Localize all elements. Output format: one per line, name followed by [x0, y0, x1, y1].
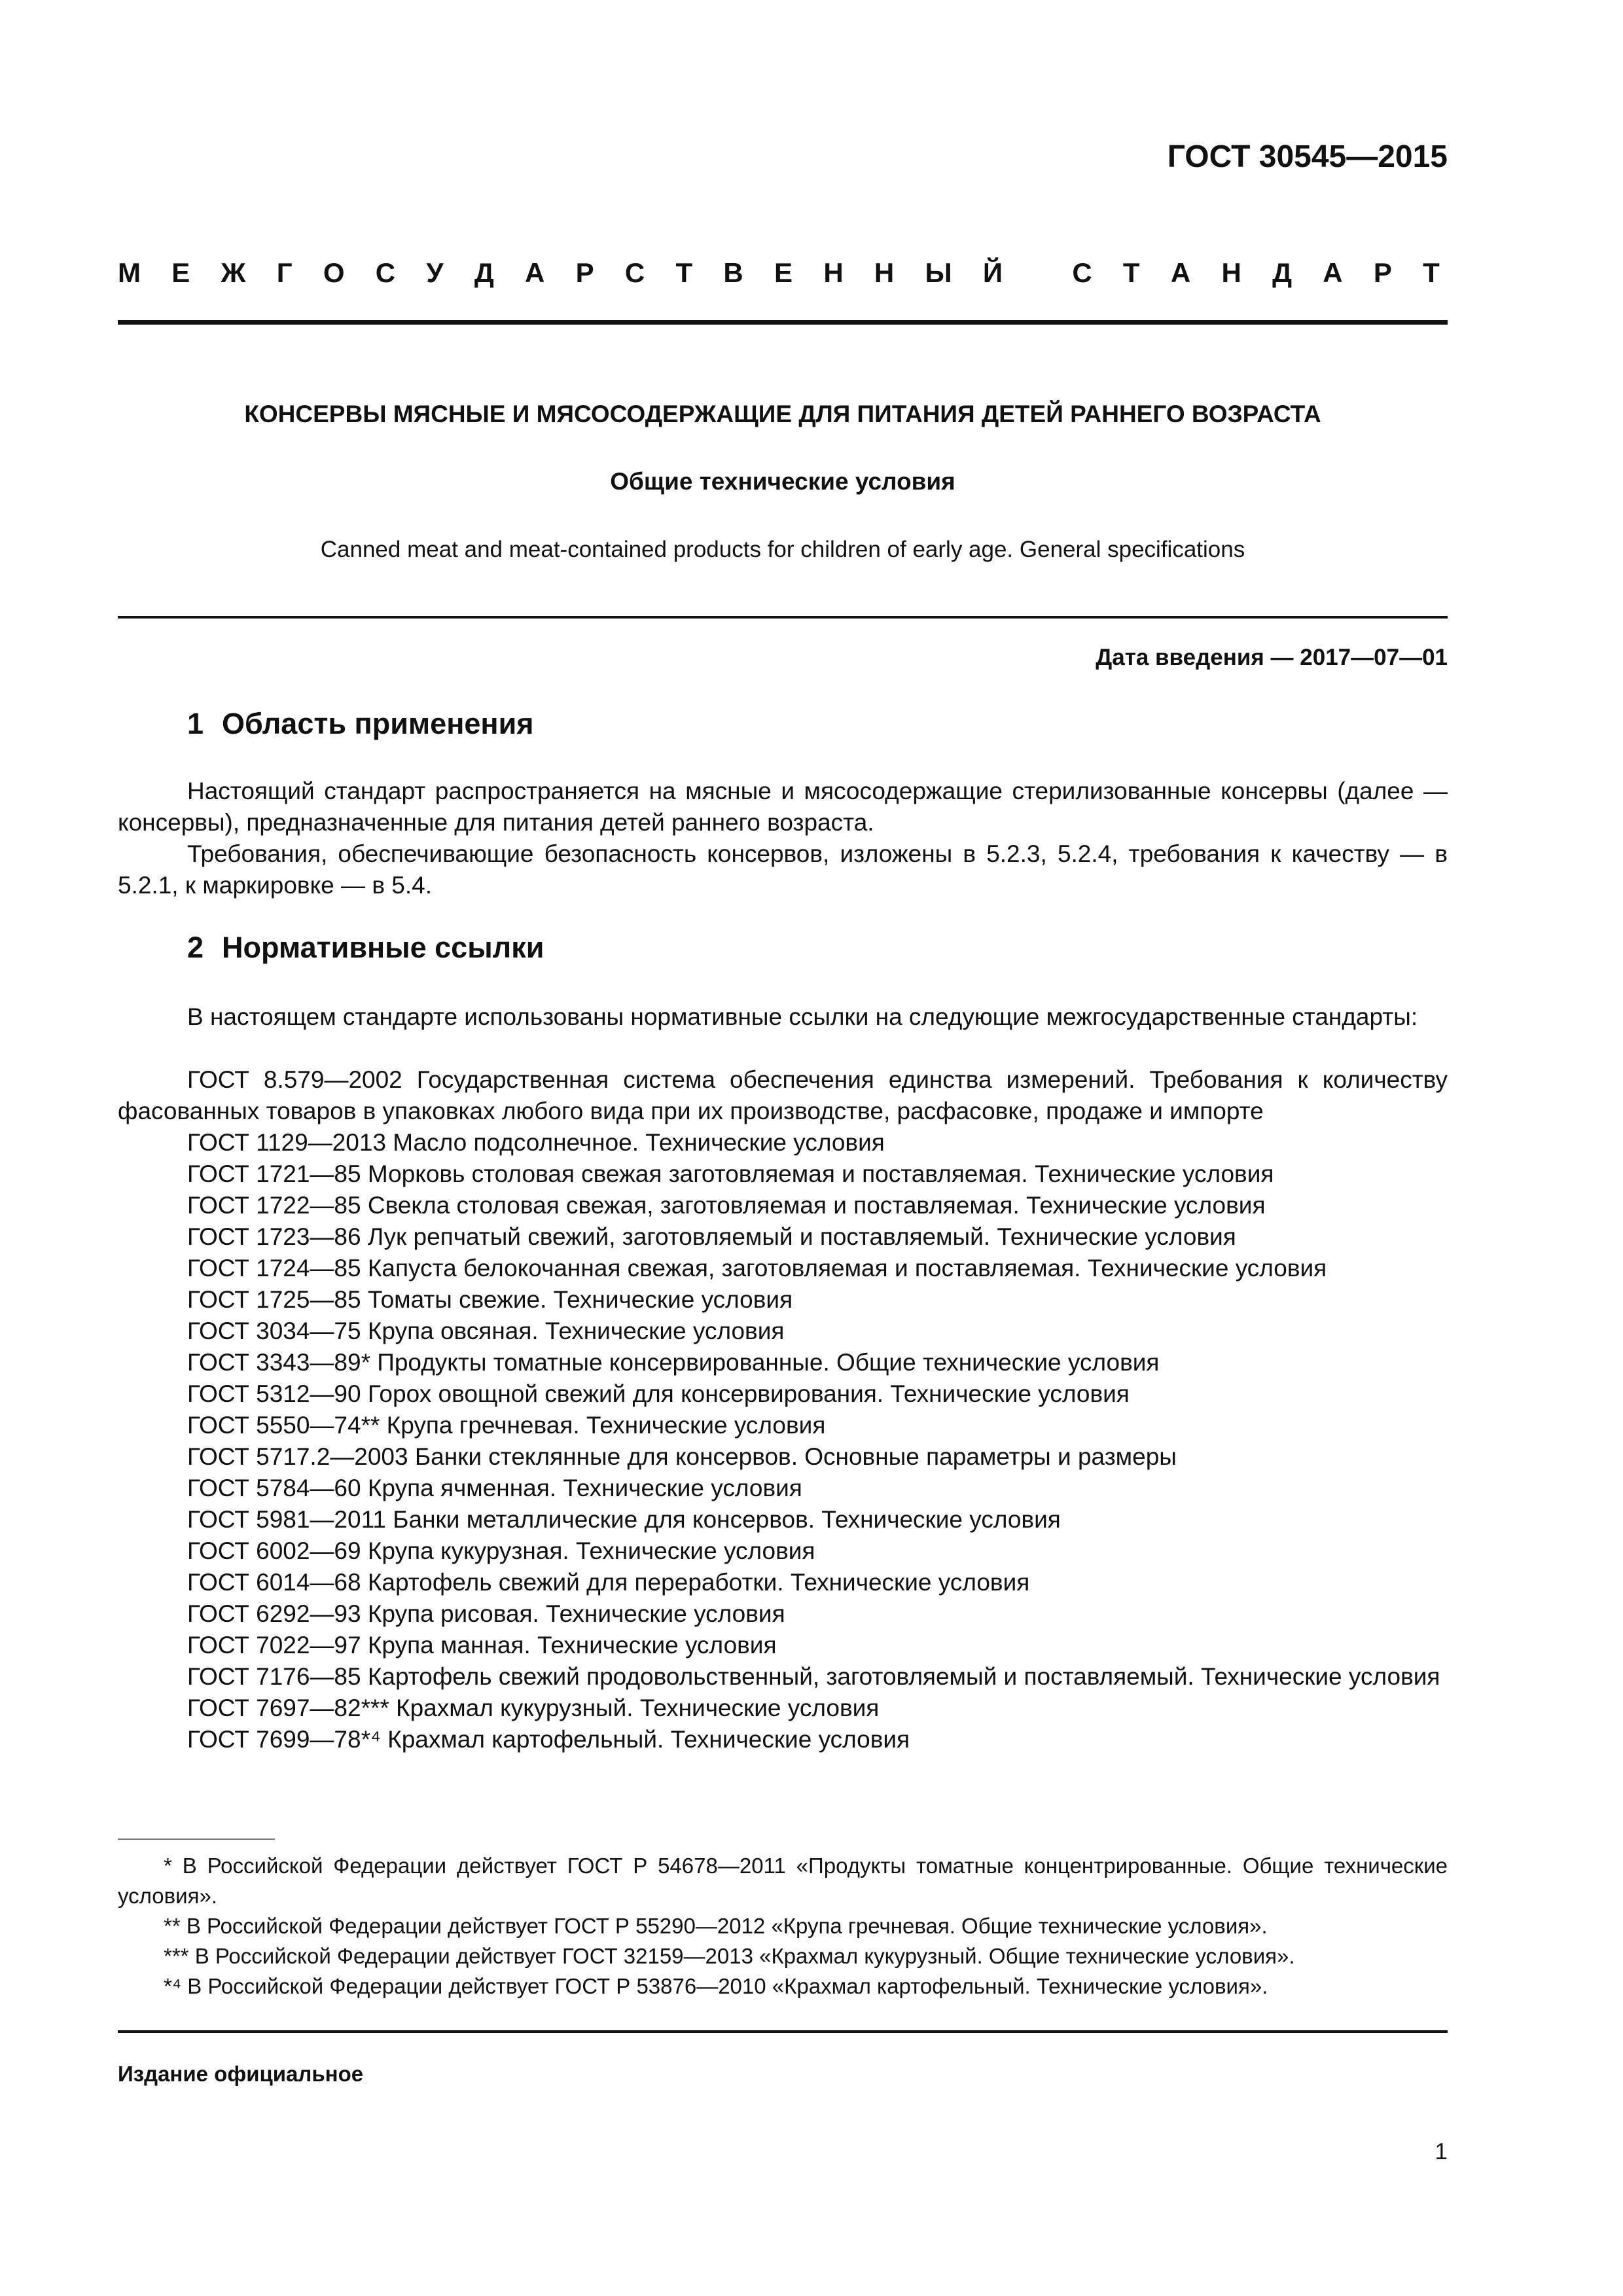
reference-item: ГОСТ 7176—85 Картофель свежий продовольственный, заготовляемый и поставляемый. Технические условия [187, 1663, 1440, 1690]
reference-item: ГОСТ 7697—82*** Крахмал кукурузный. Технические условия [187, 1695, 880, 1721]
reference-item: ГОСТ 5717.2—2003 Банки стеклянные для консервов. Основные параметры и размеры [187, 1443, 1177, 1470]
section-heading-references [187, 931, 544, 965]
standard-type-letter: У [426, 257, 444, 288]
section-number: 2 [187, 931, 204, 964]
footer-rule [118, 2030, 1448, 2033]
standard-type-letter: С [1072, 257, 1092, 288]
standard-type-letter: Г [276, 257, 293, 288]
reference-item: ГОСТ 6292—93 Крупа рисовая. Технические условия [187, 1600, 785, 1627]
standard-type-letter: Т [1423, 257, 1440, 288]
standard-type-letter: С [624, 257, 645, 288]
standard-type-letter: Р [575, 257, 594, 288]
standard-type-letter: Е [171, 257, 190, 288]
reference-item: ГОСТ 3343—89* Продукты томатные консервированные. Общие технические условия [187, 1349, 1160, 1376]
reference-item: ГОСТ 5981—2011 Банки металлические для консервов. Технические условия [187, 1506, 1061, 1533]
standard-type-letter: А [1170, 257, 1191, 288]
title-rule [118, 616, 1448, 619]
section-number: 1 [187, 707, 204, 740]
header-rule [118, 320, 1448, 325]
standard-type-letter: С [375, 257, 396, 288]
reference-item: ГОСТ 7699—78*⁴ Крахмал картофельный. Технические условия [187, 1726, 910, 1753]
standard-type-letter: М [118, 257, 141, 288]
standard-type-letter: О [323, 257, 345, 288]
standard-type-letter: А [525, 257, 545, 288]
standard-type-letter: Й [982, 257, 1003, 288]
references-intro [118, 1001, 1448, 1033]
reference-item: ГОСТ 1722—85 Свекла столовая свежая, заготовляемая и поставляемая. Технические условия [187, 1192, 1266, 1219]
standard-type-letter: Д [1272, 257, 1292, 288]
standard-type-letter: Ы [925, 257, 952, 288]
standard-type-letter: Д [474, 257, 494, 288]
standard-type-letter: Т [1122, 257, 1140, 288]
footnote: ** В Российской Федерации действует ГОСТ Р 55290—2012 «Крупа гречневая. Общие технические условия». [164, 1914, 1268, 1938]
reference-item: ГОСТ 1724—85 Капуста белокочанная свежая, заготовляемая и поставляемая. Технические условия [187, 1255, 1327, 1282]
footnote: *** В Российской Федерации действует ГОСТ 32159—2013 «Крахмал кукурузный. Общие технические условия». [164, 1944, 1295, 1968]
paragraph: В настоящем стандарте использованы нормативные ссылки на следующие межгосударственные стандарты: [187, 1003, 1418, 1030]
standard-type-heading [118, 257, 1440, 289]
section-heading-scope [187, 707, 534, 741]
reference-item: ГОСТ 1721—85 Морковь столовая свежая заготовляемая и поставляемая. Технические условия [187, 1160, 1274, 1187]
introduction-date: Дата введения — 2017—07—01 [1096, 645, 1448, 670]
section-title: Область применения [222, 707, 534, 740]
footnotes [118, 1851, 1448, 2001]
section-title: Нормативные ссылки [222, 931, 544, 964]
reference-item: ГОСТ 5784—60 Крупа ячменная. Технические условия [187, 1475, 802, 1501]
scope-section-body [118, 776, 1448, 901]
footnote-separator [118, 1839, 275, 1840]
document-title-english: Canned meat and meat-contained products for children of early age. General specifications [320, 537, 1245, 562]
reference-item: ГОСТ 8.579—2002 Государственная система обеспечения единства измерений. Требования к количеству фасованных товаров в упаковках любого вида при их производстве, расфасовке, продаже и импорте [118, 1066, 1448, 1124]
standard-type-letter: Н [823, 257, 844, 288]
paragraph: Настоящий стандарт распространяется на мясные и мясосодержащие стерилизованные консервы (далее — консервы), предназначенные для питания детей раннего возраста. [118, 778, 1448, 836]
standard-type-letter: Н [1221, 257, 1241, 288]
document-id: ГОСТ 30545—2015 [1167, 139, 1448, 174]
reference-item: ГОСТ 3034—75 Крупа овсяная. Технические условия [187, 1318, 785, 1344]
footnote: *⁴ В Российской Федерации действует ГОСТ Р 53876—2010 «Крахмал картофельный. Технические условия». [164, 1974, 1268, 1998]
reference-item: ГОСТ 5312—90 Горох овощной свежий для консервирования. Технические условия [187, 1380, 1130, 1407]
standard-type-letter: Р [1373, 257, 1392, 288]
reference-item: ГОСТ 6002—69 Крупа кукурузная. Технические условия [187, 1537, 815, 1564]
reference-item: ГОСТ 1723—86 Лук репчатый свежий, заготовляемый и поставляемый. Технические условия [187, 1223, 1236, 1250]
document-title: КОНСЕРВЫ МЯСНЫЕ И МЯСОСОДЕРЖАЩИЕ ДЛЯ ПИТАНИЯ ДЕТЕЙ РАННЕГО ВОЗРАСТА [244, 401, 1321, 427]
standard-type-letter [1033, 257, 1041, 289]
references-list [118, 1064, 1448, 1755]
reference-item: ГОСТ 1725—85 Томаты свежие. Технические условия [187, 1286, 793, 1313]
standard-type-letter: А [1323, 257, 1343, 288]
standard-type-letter: Е [774, 257, 793, 288]
official-edition-label: Издание официальное [118, 2062, 364, 2086]
page-number: 1 [1435, 2139, 1448, 2164]
document-subtitle: Общие технические условия [610, 468, 955, 495]
standard-type-letter: Ж [221, 257, 246, 288]
paragraph: Требования, обеспечивающие безопасность консервов, изложены в 5.2.3, 5.2.4, требования к качеству — в 5.2.1, к маркировке — в 5.4. [118, 840, 1448, 899]
reference-item: ГОСТ 7022—97 Крупа манная. Технические условия [187, 1632, 777, 1659]
reference-item: ГОСТ 1129—2013 Масло подсолнечное. Технические условия [187, 1129, 885, 1156]
footnote: * В Российской Федерации действует ГОСТ Р 54678—2011 «Продукты томатные концентрированные. Общие технические условия». [118, 1854, 1448, 1908]
standard-type-letter: Н [874, 257, 895, 288]
reference-item: ГОСТ 5550—74** Крупа гречневая. Технические условия [187, 1412, 826, 1439]
standard-type-letter: Т [675, 257, 693, 288]
standard-type-letter: В [723, 257, 743, 288]
reference-item: ГОСТ 6014—68 Картофель свежий для переработки. Технические условия [187, 1569, 1030, 1596]
